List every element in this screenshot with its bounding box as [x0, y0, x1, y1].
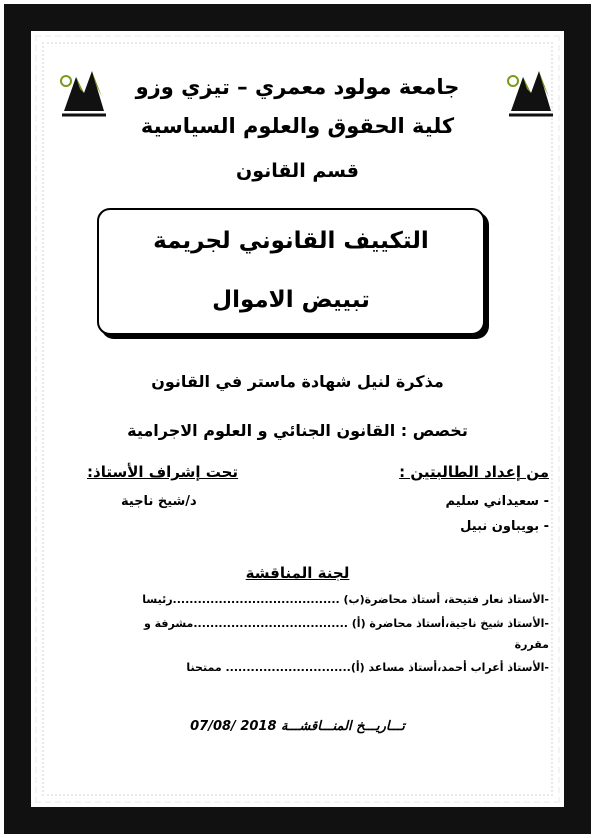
thesis-title-line-2: تبييض الاموال	[212, 287, 370, 313]
faculty-name: كلية الحقوق والعلوم السياسية	[140, 114, 455, 138]
jury-member-line: -الأستاذ نعار فتيحة، أستاذ محاضرة(ب) ........................................رئيسا	[142, 593, 549, 606]
supervisor-heading: تحت إشراف الأستاذ:	[87, 463, 239, 481]
department-name: قسم القانون	[235, 160, 359, 182]
thesis-title-line-1: التكييف القانوني لجريمة	[153, 228, 429, 254]
student-name: - سعيداني سليم	[445, 494, 549, 509]
defense-date: تـــاريـــخ المنـــاقشـــة 2018 /07/08	[190, 719, 405, 734]
jury-member-line: مقررة	[514, 638, 549, 651]
university-name: جامعة مولود معمري – تيزي وزو	[135, 75, 460, 99]
cover-page	[31, 31, 564, 807]
jury-member-line: -الأستاذ أعراب أحمد،أستاذ مساعد (أ).............................. ممتحنا	[186, 661, 549, 674]
student-name: - بويباون نبيل	[460, 519, 549, 534]
jury-member-line: -الأستاذ شيخ ناجية،أستاذ محاضرة (أ) .....................................مشرفة و	[143, 617, 549, 630]
supervisor-name: د/شيخ ناجية	[121, 494, 197, 509]
title-box	[97, 208, 485, 335]
degree-statement: مذكرة لنيل شهادة ماستر في القانون	[151, 372, 444, 391]
specialty: تخصص : القانون الجنائي و العلوم الاجرامية	[127, 421, 468, 440]
prepared-by-heading: من إعداد الطالبتين :	[399, 463, 549, 481]
jury-heading: لجنة المناقشة	[245, 564, 350, 582]
